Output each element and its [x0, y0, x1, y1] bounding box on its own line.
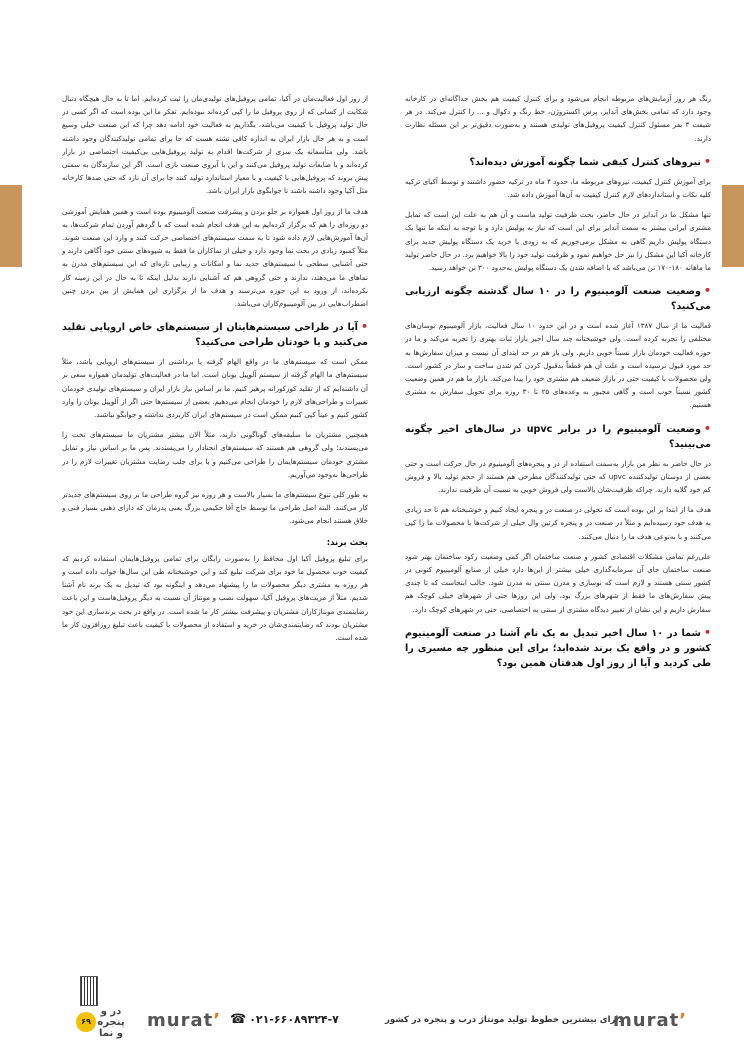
phone-text: ۰۲۱-۶۶۰۸۹۳۲۴-۷ — [249, 1013, 339, 1026]
question-text: شما در ۱۰ سال اخیر تبدیل به یک نام آشنا در صنعت آلومینیوم کشور و در واقع یک برند شده‌اید؛ برای این منظور چه مسیری را طی کردید و آیا از روز اول هدفتان همین بود؟ — [405, 627, 711, 669]
side-tab-right — [722, 185, 744, 267]
bullet-icon: • — [703, 284, 711, 298]
footer — [0, 1010, 744, 1040]
paragraph: تنها مشکل ما در آندایز در حال حاضر، بحث ظرفیت تولید ماست و آن هم به علت این است که تمایل مشتری ایرانی بیشتر به سمت آندایز برای این است که نیاز به پولیش دارد و با توجه به اینکه ما تنها یک دستگاه پولیش داریم گاهی به مشکل برمی‌خوریم که به زودی با خرید یک دستگاه پولیش جدید برای کارخانه آکیا این مشکل را نیز حل خواهیم نمود و ظرفیت تولید خود را بالا خواهیم برد. در حال حاضر تولید ما ماهانه ۱۸۰-۱۷۰ تن می‌باشد که با اضافه شدن یک دستگاه پولیش به‌حدود ۳۰۰ تن خواهد رسید. — [405, 210, 711, 273]
phone-number — [230, 1012, 339, 1027]
paragraph: برای آموزش کنترل کیفیت، نیروهای مربوطه ما، حدود ۴ ماه در ترکیه حضور داشتند و توسط آکیای ترکیه کلیه نکات و استانداردهای لازم کنترل کیفیت به آن‌ها آموزش داده شد. — [405, 176, 711, 200]
paragraph: فعالیت ما از سال ۱۳۸۷ آغاز شده است و در این حدود ۱۰ سال فعالیت، بازار آلومینیوم نوسان‌های مختلفی را تجربه کرده است. ولی خوشبختانه چند سال اخیر بازار ثبات بهتری را تجربه می‌کند و ما در حوزه فعالیت خودمان بازار نسبتاً خوبی داریم. ولی باز هم در حد ابتدای آن نیست و میزان سفارش‌ها به حد مورد قبول نرسیده است و علت آن هم قطعاً بدقبول کردن کم شدن ساخت و ساز در کشور است. ولی محصولات با کیفیت حتی در بازار ضعیف هم مشتری خود را پیدا می‌کند. بازار ما هم در همین وضعیت کشور نسبتاً خوب است و گاهی مجبور به وعده‌های ۲۵ تا ۳۰ روزه برای تحویل سفارش به مشتری هستیم. — [405, 321, 711, 410]
section-subheading: بحث برند: — [326, 537, 368, 548]
logo-accent-icon: ʼ — [213, 1010, 222, 1031]
magazine-title-main: در و پنجره — [97, 1006, 125, 1028]
paragraph: هدف ما از ابتدا بر این بوده است که تحولی در صنعت در و پنجره ایجاد کنیم و خوشبختانه هم تا حد زیادی به هدف خود رسیده‌ایم و مثلاً در صنعت در و پنجره کرتین وال خیلی از شرکت‌ها با محصولات ما را کپی می‌کنند و با به‌نوعی هدف ما را دنبال می‌کنند. — [405, 505, 711, 541]
paragraph: همچنین مشتریان ما سلیقه‌های گوناگونی دارند، مثلاً الان بیشتر مشتریان ما سیستم‌های تخت را می‌پسندند؛ ولی گروهی هم هستند که سیستم‌های انحنادار را می‌پسندند. پس ما بر اساس نیاز و تمایل مشتری خودمان سیستم‌هایمان را طراحی می‌کنیم و یا برای جلب رضایت مشتریان تغییرات لازم را در طراحی‌ها به‌وجود می‌آوریم. — [62, 430, 368, 479]
bullet-icon: • — [703, 154, 711, 168]
question-heading — [62, 319, 368, 350]
paragraph: ممکن است که سیستم‌های ما در واقع الهام گرفته یا برداشتی از سیستم‌های اروپایی باشد، مثلاً سیستم‌های ما الهام گرفته از سیستم آلوپیل یونان است. اما ما در فعالیت‌های تولیدمان همواره سعی بر آن داشته‌ایم که از تقلید کورکورانه پرهیز کنیم. ما بر اساس نیاز بازار ایران و سیستم‌های تولیدی خودمان تغییرات و طراحی‌های لازم را خودمان انجام می‌دهیم. بعضی از سیستم‌ها حتی اگر از آلوپیل یونان را وارد کشور کنیم و عیناً کپی کنیم ممکن است در سیستم‌های ایران کاربردی نداشته و جوابگو نباشند. — [62, 357, 368, 420]
logo-text: murat — [613, 1010, 680, 1031]
paragraph: به طور کلی تنوع سیستم‌های ما بسیار بالاست و هر روزه نیز گروه طراحی ما بر روی سیستم‌های جدیدتر کار می‌کنند. البته اصل طراحی ما توسط حاج آقا حکیمی بزرگ یعنی پدرمان که دارای ذهنی بسیار فنی و خلاق هستند انجام می‌شود. — [62, 490, 368, 526]
question-heading — [405, 154, 711, 170]
right-column — [405, 92, 711, 972]
vertical-caption — [62, 945, 72, 1005]
question-heading — [405, 625, 711, 671]
question-text: وضعیت صنعت آلومینیوم را در ۱۰ سال گذشته چگونه ارزیابی می‌کنید؟ — [405, 286, 711, 313]
paragraph: علی‌رغم تمامی مشکلات اقتصادی کشور و صنعت ساختمان اگر کمی وضعیت رکود ساختمان بهتر شود صنعت ساختمان جای آن سرمایه‌گذاری خیلی بیشتر از این‌ها دارد خیلی از صنایع آلومینیوم کنونی در کشور سنتی هستند و لازم است که نوسازی و مدرن سنتی به مدرن شود. جالب اینجاست که تا چندی پیش سفارش‌های ما فقط از شهرهای بزرگ بود، ولی این روزها حتی از شهرهای خیلی کوچک هم سفارش داریم و این نشان از تغییر دیدگاه مشتری از سنتی به اختصاصی، حتی در شهرهای کوچک دارد. — [405, 551, 711, 614]
magazine-title-sub: و نما — [99, 1028, 123, 1039]
side-tab-left — [0, 185, 22, 267]
bullet-icon: • — [360, 320, 368, 334]
paragraph: از روز اول فعالیت‌مان در آکیا، تمامی پروفیل‌های تولیدی‌مان را ثبت کرده‌ایم. اما تا به حال هیچگاه دنبال شکایت از کسانی که از روی پروفیل ما را کپی کرده‌اند نبوده‌ایم. تفکر ما این بوده است که اگر کسی در حال تولید پروفیل با کیفیت می‌باشد، بگذاریم به فعالیت خود ادامه دهد چرا که این صنعت خیلی وسیع است و به هر حال بازار ایران به اندازه کافی تشنه هست که جا برای تمامی تولیدکنندگان وجود داشته باشد. ولی متأسفانه یک سری از شرکت‌ها اقدام به تولید پروفیل‌هایی بی‌کیفیت اختصاصی در بازار کرده‌اند و با ضایعات تولید پروفیل می‌کنند و این با آبروی صنعت بازی است. اگر این سازندگان به سمتی پیش بروند که پروفیل‌هایی با کیفیت و با معیار استاندارد تولید کنند جا برای آن نازد که حتی صدها کارخانه مثل آکیا وجود داشته باشند تا جوابگوی بازار ایران باشد. — [62, 94, 368, 196]
logo-accent-icon: ʼ — [679, 1010, 688, 1031]
paragraph: در حال حاضر به نظر من بازار به‌سمت استفاده از در و پنجره‌های آلومینیوم در حال حرکت است و حتی بعضی از دوستان تولیدکننده upvc که حتی تولیدکنندگان مطرحی هم هستند از حجم تولید بالا و فروش کم خود گلایه دارند. چراکه ظرفیت‌شان بالاست ولی فروش خوبی به نسبت آن ظرفیت ندارند. — [405, 458, 711, 495]
paragraph: هدف ما از روز اول همواره بر جلو بردن و پیشرفت صنعت آلومینیوم بوده است و همین همایش آموزشی دو روزه‌ای را هم که برگزار کرده‌ایم به این هدف انجام شده است که با گردهم آوردن تمام شرکت‌ها، به آن‌ها آموزش‌هایی لازم داده شود تا به سمت سیستم‌های اختصاصی حرکت کنند و وارد این صنعت شوند. مثلاً کمبود زیادی در بحث نما وجود دارد و خیلی از نماکاران ما فقط به شیوه‌های سنتی خود آگاهی دارند و حتی آشنایی سطحی با سیستم‌های جدید نما و امکانات و زیبایی تازه‌ای که این سیستم‌های مدرن به نماهای ما می‌دهند، ندارند و حتی گروهی هم که آشنایی دارند بدلیل اینکه تا به حال در این زمینه کار نکرده‌اند، از ورود به این حوزه می‌ترسند و هدف ما از برگزاری این همایش از بین بردن چنین اضطراب‌هایی در بین آلومینیوم‌کاران می‌باشد. — [62, 206, 368, 309]
bullet-icon: • — [703, 625, 711, 639]
bullet-icon: • — [703, 421, 711, 435]
page-number: ۶۹ — [76, 1012, 96, 1032]
phone-icon: ☎ — [230, 1012, 247, 1027]
footer-tagline: دارای بیشترین خطوط تولید مونتاژ درب و پنجره در کشور — [385, 1015, 623, 1025]
question-text: وضعیت آلومینیوم را در برابر upvc در سال‌های اخیر چگونه می‌بینید؟ — [405, 423, 711, 450]
murat-logo — [147, 1010, 221, 1031]
question-heading — [405, 283, 711, 314]
question-text: آیا در طراحی سیستم‌هایتان از سیستم‌های خاص اروپایی تقلید می‌کنید و یا خودتان طراحی می‌کنید؟ — [62, 322, 368, 349]
paragraph: رنگ هر روز آزمایش‌های مربوطه انجام می‌شود و برای کنترل کیفیت هم بخش جداگانه‌ای در کارخانه وجود دارد که تمامی بخش‌های آندایز، پرس اکستروژن، خط رنگ و دکوال و ... را کنترل می‌کند. در هر شیفت ۳ نفر مسئول کنترل کیفیت پروفیل‌های تولیدی هستند و به‌صورت دقیق‌تر بر این مسئله نظارت دارند. — [405, 94, 711, 143]
paragraph: برای تبلیغ پروفیل آکیا اول محافظ را به‌صورت رایگان برای تمامی پروفیل‌هایمان استفاده کردیم که کیفیت خوب محصول ما خود برای شرکت تبلیغ کند و این خوشبختانه طی این سال‌ها جواب داده است و هر روزه به مشتری دیگر محصولات ما را پیشنهاد می‌دهد و اینگونه بود که تبدیل به یک برند نام آشنا شدیم. مثلاً از مزیت‌های پروفیل آکیا، سهولت نصب و مونتاژ آن نسبت به دیگر پروفیل‌هاست و این باعث رضایتمندی مونتاژکاران مشتریان و پیشرفت بیشتر کار ما شده است. در واقع در بحث برندسازی این خود مشتریان بودند که رضایتمندی‌شان در خرید و استفاده از محصولات با کیفیت باعث تبلیغ روزافزون کار ما شده است. — [62, 553, 368, 642]
murat-logo — [613, 1010, 687, 1031]
question-text: نیروهای کنترل کیفی شما چگونه آموزش دیده‌اند؟ — [469, 156, 701, 168]
question-heading — [405, 421, 711, 452]
left-column — [62, 92, 368, 972]
logo-text: murat — [147, 1010, 214, 1031]
barcode-icon — [80, 976, 98, 1006]
